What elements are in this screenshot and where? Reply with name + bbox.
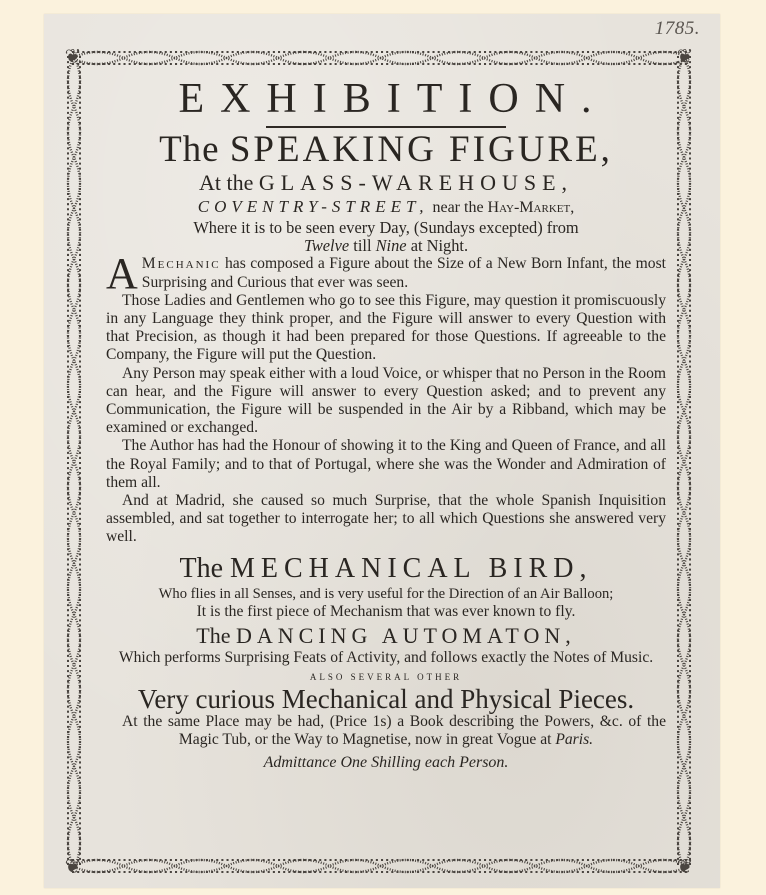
floral-corner-ornament-icon: ❦ [64,856,82,878]
bird-main: MECHANICAL BIRD, [230,552,593,584]
bird-prefix: The [179,552,223,584]
paragraph-text: has composed a Figure about the Size of a New Born Infant, the most Surprising and Curious that ever was seen. [141,255,666,291]
dancing-prefix: The [196,623,231,649]
street-line [106,196,666,219]
bird-line-1: Who flies in all Senses, and is very useful for the Direction of an Air Balloon; [158,585,614,602]
location-prefix: At the [198,170,254,195]
floral-corner-ornament-icon: ❦ [64,46,82,68]
book-place: Paris. [555,731,594,749]
hours-rest: at Night. [410,236,469,256]
floral-corner-ornament-icon: ❦ [676,46,694,68]
paragraph-madrid: And at Madrid, she caused so much Surprise, that the whole Spanish Inquisition assembled, and sat together to interrogate her; to all which Questions she answered very well. [106,492,666,546]
headline-speaking-figure [106,130,666,170]
decorative-border-bottom [72,856,690,876]
street-near: near the [432,199,484,216]
bird-line-2: It is the first piece of Mechanism that was ever known to fly. [196,602,576,620]
heading-dancing-automaton [106,623,666,649]
decorative-border-left [64,56,84,868]
paragraph-author-honour: The Author has had the Honour of showing it to the King and Queen of France, and all the Royal Family; and to that of Portugal, where she was the Wonder and Admiration of them all. [106,437,666,491]
also-several-other: ALSO SEVERAL OTHER [309,672,463,683]
broadside-content [106,76,666,774]
dancing-main: DANCING AUTOMATON, [235,623,576,649]
paragraph-ladies-gentlemen: Those Ladies and Gentlemen who go to see this Figure, may question it promiscuously in any Language they think proper, and the Figure will answer to every Question with that Precision, as though it had been prepared for those Questions. If agreeable to the Company, the Figure will put the Question. [106,291,666,364]
headline-prefix: The [159,129,220,170]
broadside-paper [44,14,720,888]
floral-corner-ornament-icon: ❦ [676,856,694,878]
heading-mechanical-bird [106,553,666,585]
paragraph-book [106,713,666,749]
paragraph-lead: Mechanic [141,255,221,273]
dancing-text: Which performs Surprising Feats of Activity, and follows exactly the Notes of Music. [118,649,654,667]
title-exhibition: EXHIBITION. [178,76,608,122]
title-rule-divider [266,126,506,128]
hours-till: till [353,236,372,256]
street-name: COVENTRY-STREET, [197,197,429,216]
location-line [106,170,666,196]
paragraph-mechanic [106,249,666,299]
decorative-border-top [72,48,690,68]
street-landmark: Hay-Market, [487,199,575,216]
dropcap-letter: A [106,249,138,299]
hours-line-1: Where it is to be seen every Day, (Sundays excepted) from [193,218,579,237]
paragraph-any-person: Any Person may speak either with a loud Voice, or whisper that no Person in the Room can hear, and the Figure will answer to every Question asked; and to prevent any Communication, the Figure will be suspended in the Air by a Ribband, which may be examined or exchanged. [106,364,666,437]
location-main: GLASS-WAREHOUSE, [258,170,574,195]
handwritten-year-annotation: 1785. [654,18,700,39]
heading-curious-pieces: Very curious Mechanical and Physical Pieces. [137,684,635,715]
hours-start: Twelve [303,236,350,256]
hours-line-2 [106,237,666,255]
hours-end: Nine [375,236,407,256]
book-text: At the same Place may be had, (Price 1s) a Book describing the Powers, &c. of the Magic Tub, or the Way to Magnetise, now in great Vogue at [122,713,666,749]
admittance-line: Admittance One Shilling each Person. [263,753,509,771]
decorative-border-right [674,56,694,868]
headline-main: SPEAKING FIGURE, [229,129,613,170]
